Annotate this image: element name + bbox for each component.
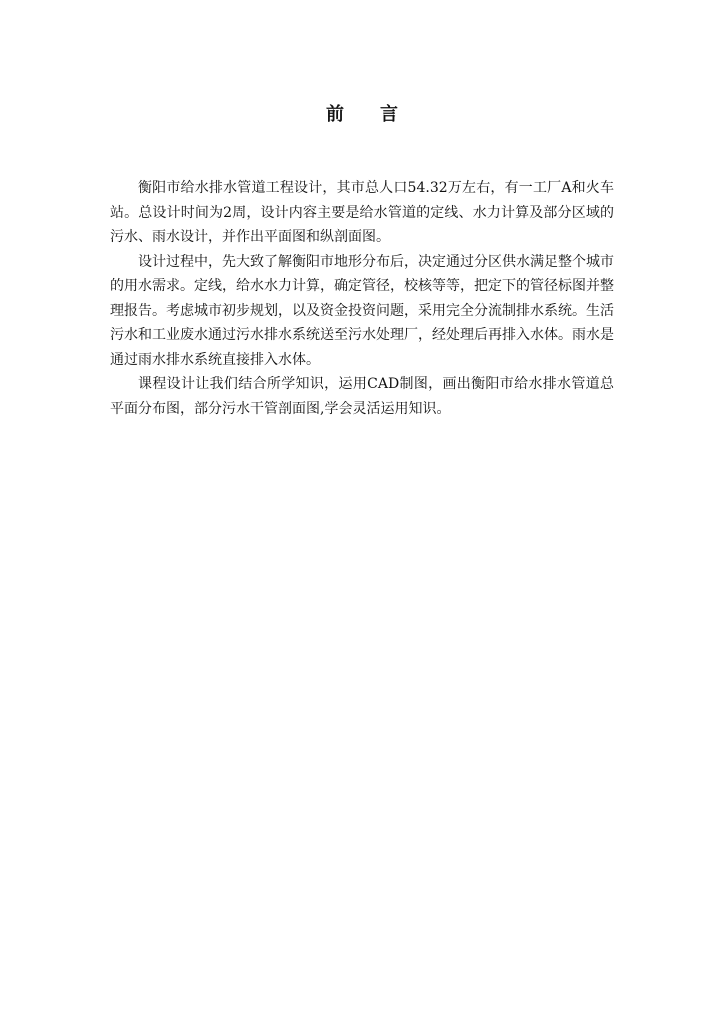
preface-body bbox=[110, 176, 614, 421]
paragraph-3: 课程设计让我们结合所学知识，运用CAD制图，画出衡阳市给水排水管道总平面分布图，部分污水干管剖面图,学会灵活运用知识。 bbox=[110, 376, 614, 417]
page-title: 前 言 bbox=[326, 104, 398, 125]
paragraph-2: 设计过程中，先大致了解衡阳市地形分布后，决定通过分区供水满足整个城市的用水需求。定线，给水水力计算，确定管径，校核等等，把定下的管径标图并整理报告。考虑城市初步规划，以及资金投资问题，采用完全分流制排水系统。生活污水和工业废水通过污水排水系统送至污水处理厂，经处理后再排入水体。雨水是通过雨水排水系统直接排入水体。 bbox=[110, 253, 614, 368]
paragraph-1: 衡阳市给水排水管道工程设计，其市总人口54.32万左右，有一工厂A和火车站。总设计时间为2周，设计内容主要是给水管道的定线、水力计算及部分区域的污水、雨水设计，并作出平面图和纵剖面图。 bbox=[110, 180, 614, 245]
